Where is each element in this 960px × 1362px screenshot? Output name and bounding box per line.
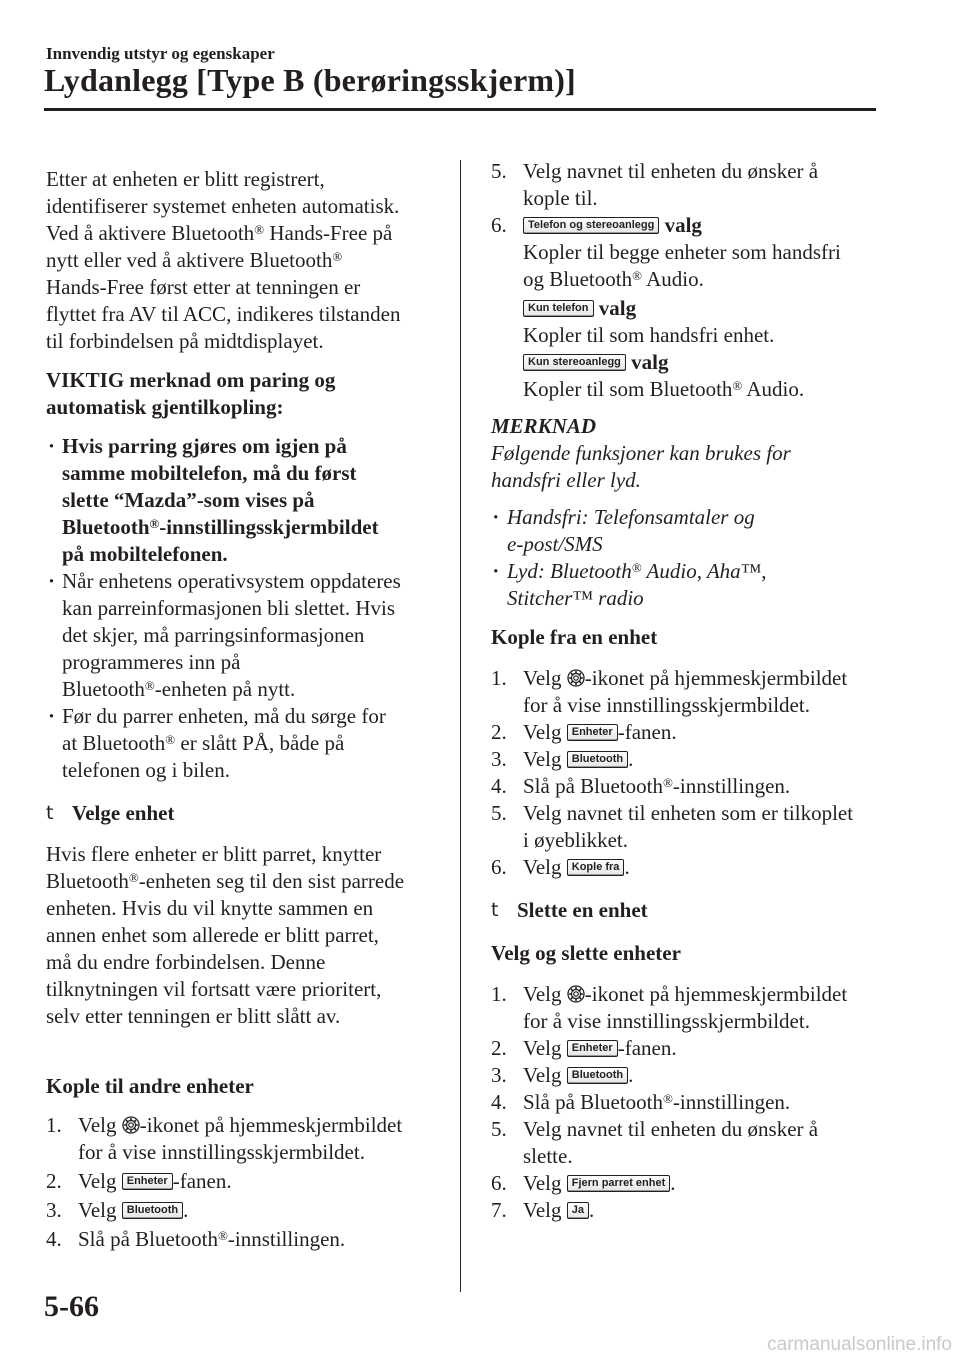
list-item: [491, 854, 886, 881]
registered-mark: ®: [254, 222, 265, 237]
text-span: Lyd: Bluetooth: [507, 559, 632, 583]
step-number: 5.: [491, 159, 507, 183]
gear-icon: [122, 1116, 140, 1134]
step-number: 5.: [491, 801, 507, 825]
page-title: Lydanlegg [Type B (berøringsskjerm)]: [44, 62, 576, 98]
text-span: Velg: [78, 1169, 122, 1193]
watermark: carmanualsonline.info: [767, 1334, 952, 1355]
list-item: [491, 981, 886, 1035]
kople-til-heading: Kople til andre enheter: [46, 1074, 254, 1098]
bullet-dot: ·: [493, 505, 499, 529]
column-divider: [460, 160, 461, 1292]
option-label: valg: [631, 350, 669, 374]
text-span: .: [628, 1063, 634, 1087]
text-line: Stitcher™ radio: [507, 586, 644, 610]
step-number: 6.: [491, 1171, 507, 1195]
slette-steps: [491, 981, 886, 1224]
step-number: 6.: [491, 855, 507, 879]
section-header: Innvendig utstyr og egenskaper: [46, 44, 275, 63]
bullet-item: [46, 568, 442, 703]
velge-paragraph: [46, 841, 442, 1030]
enheter-tab-button[interactable]: Enheter: [122, 1173, 173, 1190]
text-span: Velg: [523, 1171, 567, 1195]
text-span: Slå på Bluetooth: [523, 774, 663, 798]
text-line: [523, 295, 886, 322]
text-line: handsfri eller lyd.: [491, 468, 641, 492]
section-heading-velge: [46, 800, 442, 827]
registered-mark: ®: [128, 870, 139, 885]
registered-mark: ®: [332, 249, 343, 264]
text-line: Hvis flere enheter er blitt parret, knytter: [46, 842, 382, 866]
text-line: for å vise innstillingsskjermbildet.: [78, 1140, 365, 1164]
list-item: [491, 665, 886, 719]
registered-mark: ®: [165, 732, 176, 747]
text-line: [62, 730, 442, 757]
text-line: Etter at enheten er blitt registrert,: [46, 167, 325, 191]
kople-fra-heading: Kople fra en enhet: [491, 625, 658, 649]
step-number: 4.: [491, 1090, 507, 1114]
text-span: -innstillingsskjermbildet: [159, 515, 379, 539]
kun-stereoanlegg-button[interactable]: Kun stereoanlegg: [523, 354, 626, 371]
text-line: [78, 1226, 442, 1253]
step-number: 4.: [46, 1227, 62, 1251]
list-item: [491, 1170, 886, 1197]
step-number: 2.: [46, 1169, 62, 1193]
registered-mark: ®: [218, 1228, 228, 1243]
text-line: kan parreinformasjonen bli slettet. Hvis: [62, 596, 395, 620]
text-line: kople til.: [523, 186, 598, 210]
text-line: Følgende funksjoner kan brukes for: [491, 441, 791, 465]
text-span: Bluetooth: [46, 869, 129, 893]
text-line: [523, 854, 886, 881]
text-line: [523, 1170, 886, 1197]
text-line: [46, 220, 442, 247]
text-span: Velg: [523, 1063, 567, 1087]
bullet-dot: ·: [48, 569, 56, 593]
text-line: Velg navnet til enheten som er tilkoplet: [523, 801, 854, 825]
text-span: Velg: [523, 855, 567, 879]
list-item: [491, 1116, 886, 1170]
list-item: [491, 1062, 886, 1089]
text-span: Audio, Aha™,: [641, 559, 767, 583]
list-item: [46, 1168, 442, 1195]
text-line: [62, 514, 442, 541]
registered-mark: ®: [663, 1091, 673, 1106]
step-number: 3.: [46, 1198, 62, 1222]
text-span: Velg: [523, 1198, 567, 1222]
text-span: Velg: [78, 1113, 122, 1137]
list-item: [491, 800, 886, 854]
step-number: 2.: [491, 1036, 507, 1060]
step-number: 6.: [491, 213, 507, 237]
text-line: Hands-Free først etter at tenningen er: [46, 275, 361, 299]
text-line: [523, 1197, 886, 1224]
text-line: e-post/SMS: [507, 532, 603, 556]
text-line: Velg navnet til enheten du ønsker å: [523, 159, 819, 183]
text-span: Bluetooth: [62, 677, 145, 701]
option-label: valg: [664, 213, 702, 237]
step-number: 1.: [46, 1113, 62, 1137]
bluetooth-button[interactable]: Bluetooth: [567, 751, 628, 768]
text-span: Ved å aktivere Bluetooth: [46, 221, 255, 245]
text-line: [523, 376, 886, 403]
step-number: 1.: [491, 982, 507, 1006]
text-span: Hands-Free på: [264, 221, 393, 245]
merknad-note: [491, 413, 886, 612]
text-line: [78, 1112, 442, 1139]
text-line: telefonen og i bilen.: [62, 758, 230, 782]
text-line: Når enhetens operativsystem oppdateres: [62, 569, 401, 593]
text-line: Handsfri: Telefonsamtaler og: [507, 505, 755, 529]
list-item: [491, 746, 886, 773]
bullet-dot: ·: [493, 559, 499, 583]
text-line: [523, 349, 886, 376]
text-span: .: [624, 855, 630, 879]
bullet-item: [491, 504, 886, 558]
text-line: [523, 746, 886, 773]
text-line: [46, 247, 442, 274]
slette-subheading: Velg og slette enheter: [491, 941, 681, 965]
text-span: .: [628, 747, 634, 771]
text-line: [62, 676, 442, 703]
text-span: er slått PÅ, både på: [175, 731, 345, 755]
text-span: .: [183, 1198, 189, 1222]
text-line: [523, 719, 886, 746]
text-span: -ikonet på hjemmeskjermbildet: [584, 982, 848, 1006]
text-line: selv etter tenningen er blitt slått av.: [46, 1004, 341, 1028]
kople-til-steps: [46, 1112, 442, 1253]
text-line: Kopler til begge enheter som handsfri: [523, 240, 841, 264]
text-line: slette “Mazda”-som vises på: [62, 488, 315, 512]
text-line: til forbindelsen på midtdisplayet.: [46, 329, 324, 353]
kople-fra-button[interactable]: Kople fra: [567, 859, 625, 876]
left-column: [46, 166, 442, 1253]
text-line: [523, 1035, 886, 1062]
section-marker-icon: t: [46, 802, 54, 824]
step-number: 1.: [491, 666, 507, 690]
text-line: [46, 868, 442, 895]
text-line: [523, 981, 886, 1008]
text-line: Hvis parring gjøres om igjen på: [62, 434, 347, 458]
note-title: MERKNAD: [491, 414, 597, 438]
text-line: enheten. Hvis du vil knytte sammen en: [46, 896, 374, 920]
list-item: [46, 1226, 442, 1253]
bluetooth-button[interactable]: Bluetooth: [567, 1067, 628, 1084]
text-span: Velg: [523, 720, 567, 744]
registered-mark: ®: [732, 378, 743, 393]
text-span: Slå på Bluetooth: [78, 1227, 218, 1251]
text-span: Audio.: [641, 267, 704, 291]
right-column: [491, 158, 886, 1224]
list-item: [491, 1089, 886, 1116]
option-label: valg: [598, 296, 637, 320]
text-line: [78, 1168, 442, 1195]
section-title: Slette en enhet: [517, 898, 648, 922]
text-span: Velg: [78, 1198, 122, 1222]
ja-button[interactable]: Ja: [567, 1202, 589, 1219]
text-span: nytt eller ved å aktivere Bluetooth: [46, 248, 333, 272]
list-item: [491, 1197, 886, 1224]
enheter-tab-button[interactable]: Enheter: [567, 1040, 618, 1057]
intro-paragraph: [46, 166, 442, 355]
bullet-item: [46, 703, 442, 784]
list-item: [491, 1035, 886, 1062]
text-span: -fanen.: [617, 720, 677, 744]
bullet-dot: ·: [48, 704, 56, 728]
fjern-parret-enhet-button[interactable]: Fjern parret enhet: [567, 1175, 671, 1192]
text-line: i øyeblikket.: [523, 828, 628, 852]
text-line: [78, 1197, 442, 1224]
bluetooth-button[interactable]: Bluetooth: [122, 1202, 183, 1219]
text-line: annen enhet som allerede er blitt parret,: [46, 923, 379, 947]
list-item: [491, 158, 886, 212]
bullet-item: [491, 558, 886, 612]
text-line: VIKTIG merknad om paring og: [46, 368, 336, 392]
text-line: [523, 665, 886, 692]
registered-mark: ®: [144, 678, 155, 693]
text-span: at Bluetooth: [62, 731, 166, 755]
important-heading: [46, 367, 442, 421]
page-number: 5-66: [44, 1290, 99, 1323]
text-line: Kopler til som handsfri enhet.: [523, 323, 775, 347]
registered-mark: ®: [632, 268, 642, 283]
text-line: [507, 558, 886, 585]
text-line: må du endre forbindelsen. Denne: [46, 950, 326, 974]
step-number: 7.: [491, 1198, 507, 1222]
text-span: -innstillingen.: [672, 1090, 791, 1114]
step-number: 4.: [491, 774, 507, 798]
text-span: Velg: [523, 982, 567, 1006]
text-span: -innstillingen.: [227, 1227, 346, 1251]
text-line: programmeres inn på: [62, 650, 241, 674]
text-span: Velg: [523, 666, 567, 690]
title-rule: [44, 108, 876, 111]
text-span: Velg: [523, 1036, 567, 1060]
text-span: -fanen.: [172, 1169, 232, 1193]
text-line: [523, 1089, 886, 1116]
bullet-dot: ·: [48, 434, 56, 458]
text-span: Slå på Bluetooth: [523, 1090, 663, 1114]
text-span: .: [589, 1198, 595, 1222]
registered-mark: ®: [631, 560, 642, 575]
enheter-tab-button[interactable]: Enheter: [567, 724, 618, 741]
text-line: automatisk gjentilkopling:: [46, 395, 284, 419]
text-span: .: [670, 1171, 676, 1195]
text-span: Velg: [523, 747, 567, 771]
text-line: Før du parrer enheten, må du sørge for: [62, 704, 386, 728]
registered-mark: ®: [149, 516, 160, 531]
text-line: [523, 1062, 886, 1089]
text-line: slette.: [523, 1144, 573, 1168]
kople-fra-steps: [491, 665, 886, 881]
text-span: Kopler til som Bluetooth: [523, 377, 733, 401]
list-item: [491, 212, 886, 403]
section-heading-slette: [491, 897, 886, 924]
step-number: 2.: [491, 720, 507, 744]
text-line: flyttet fra AV til ACC, indikeres tilstanden: [46, 302, 401, 326]
text-span: -innstillingen.: [672, 774, 791, 798]
gear-icon: [567, 669, 585, 687]
text-line: [523, 773, 886, 800]
list-item: [491, 773, 886, 800]
text-line: på mobiltelefonen.: [62, 542, 228, 566]
list-item: [46, 1197, 442, 1224]
text-span: -enheten seg til den sist parrede: [138, 869, 405, 893]
list-item: [491, 719, 886, 746]
text-line: for å vise innstillingsskjermbildet.: [523, 693, 810, 717]
text-line: [523, 266, 886, 293]
text-line: samme mobiltelefon, må du først: [62, 461, 357, 485]
step-number: 3.: [491, 747, 507, 771]
telefon-og-stereoanlegg-button[interactable]: Telefon og stereoanlegg: [523, 217, 659, 234]
list-item: [46, 1112, 442, 1166]
text-span: Audio.: [742, 377, 805, 401]
step-number: 5.: [491, 1117, 507, 1141]
text-span: -ikonet på hjemmeskjermbildet: [584, 666, 848, 690]
text-span: -enheten på nytt.: [154, 677, 296, 701]
text-span: -ikonet på hjemmeskjermbildet: [139, 1113, 403, 1137]
gear-icon: [567, 985, 585, 1003]
registered-mark: ®: [663, 775, 673, 790]
text-span: og Bluetooth: [523, 267, 633, 291]
text-line: [523, 212, 886, 239]
step-number: 3.: [491, 1063, 507, 1087]
text-line: for å vise innstillingsskjermbildet.: [523, 1009, 810, 1033]
text-span: Bluetooth: [62, 515, 150, 539]
kun-telefon-button[interactable]: Kun telefon: [523, 300, 594, 317]
text-line: Velg navnet til enheten du ønsker å: [523, 1117, 819, 1141]
text-span: -fanen.: [617, 1036, 677, 1060]
text-line: tilknytningen vil fortsatt være prioritert,: [46, 977, 382, 1001]
text-line: det skjer, må parringsinformasjonen: [62, 623, 365, 647]
bullet-item: [46, 433, 442, 568]
section-title: Velge enhet: [72, 801, 175, 825]
section-marker-icon: t: [491, 899, 499, 921]
text-line: identifiserer systemet enheten automatisk.: [46, 194, 400, 218]
